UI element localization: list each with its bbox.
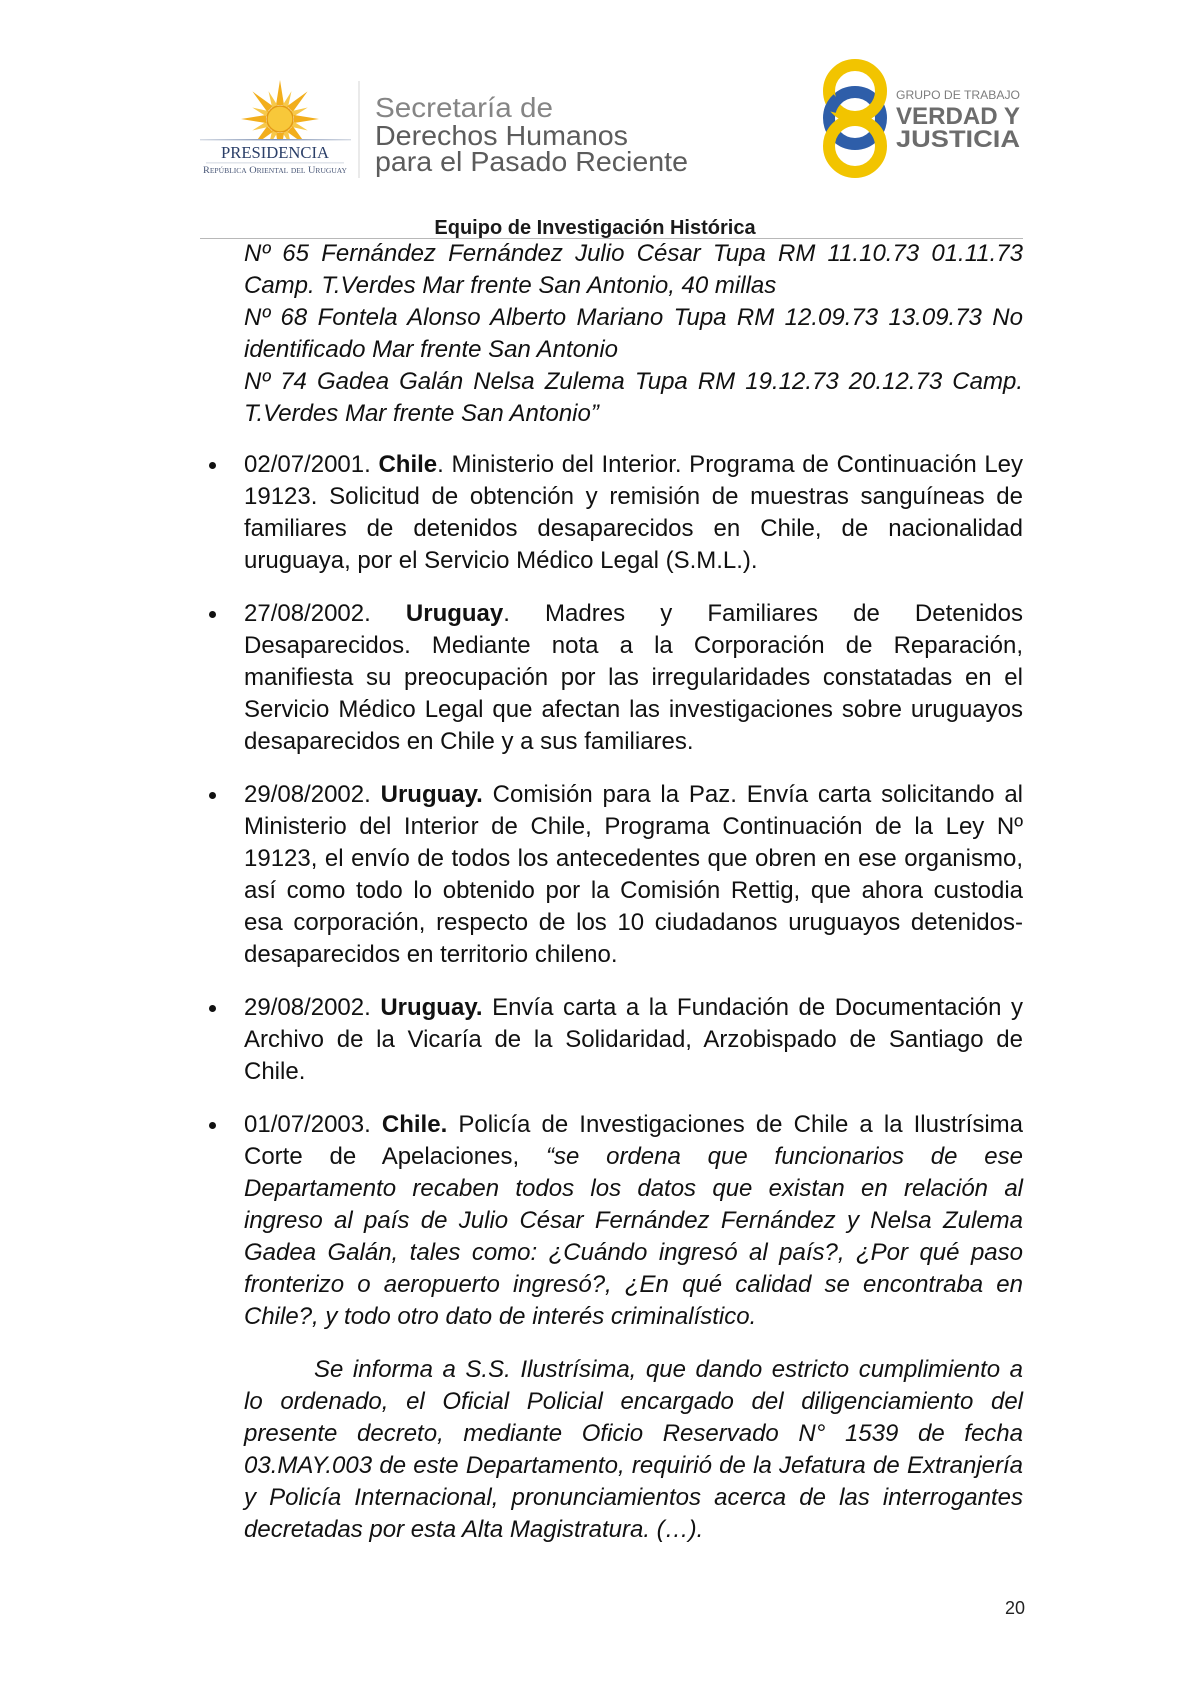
text-line	[244, 1514, 1023, 1546]
text-run: identificado Mar frente San Antonio	[244, 336, 619, 363]
text-run: decretadas por esta Alta Magistratura. (…).	[244, 1516, 704, 1543]
page-header	[0, 0, 1190, 250]
text-run: Corte de Apelaciones,	[244, 1143, 546, 1170]
text-run: Nº 68 Fontela Alonso Alberto Mariano Tupa RM 12.09.73 13.09.73 No	[244, 304, 1023, 331]
text-run: Se informa a S.S. Ilustrísima, que dando estricto cumplimiento a	[314, 1356, 1023, 1383]
italic-text: ingreso al país de Julio César Fernández Fernández y Nelsa Zulema	[244, 1207, 1023, 1234]
text-run: desaparecidos en Chile y a sus familiares.	[244, 728, 694, 755]
bold-text: Uruguay.	[380, 781, 483, 808]
text-line	[244, 1205, 1023, 1237]
closing-paragraph	[244, 1354, 1023, 1546]
text-line	[244, 992, 1023, 1024]
bold-text: Chile	[378, 451, 438, 478]
text-run: presente decreto, mediante Oficio Reservado N° 1539 de fecha	[244, 1420, 1023, 1447]
text-line	[244, 843, 1023, 875]
text-line	[244, 694, 1023, 726]
text-line	[244, 1237, 1023, 1269]
presidencia-divider	[206, 163, 344, 164]
bold-text: Chile.	[381, 1111, 448, 1138]
grupo-line3: JUSTICIA	[896, 126, 1020, 153]
presidencia-logo	[200, 80, 351, 176]
secretaria-line3: para el Pasado Reciente	[375, 146, 688, 177]
horizon-line	[200, 139, 351, 140]
text-run: familiares de detenidos desaparecidos en Chile, de nacionalidad	[244, 515, 1023, 542]
text-line	[244, 545, 1023, 577]
team-heading: Equipo de Investigación Histórica	[434, 217, 756, 239]
text-line	[244, 481, 1023, 513]
text-line	[244, 513, 1023, 545]
text-run: 27/08/2002.	[244, 600, 406, 627]
chronology-list	[244, 449, 1023, 1333]
sun-ray	[276, 80, 284, 105]
text-line	[244, 630, 1023, 662]
bold-text: Uruguay	[405, 600, 504, 627]
sun-face	[267, 106, 293, 132]
text-run: Comisión para la Paz. Envía carta solicitando al	[482, 781, 1024, 808]
italic-text: Gadea Galán, tales como: ¿Cuándo ingresó al país?, ¿Por qué paso	[244, 1239, 1023, 1266]
text-run: Policía de Investigaciones de Chile a la Ilustrísima	[447, 1111, 1023, 1138]
text-run: Camp. T.Verdes Mar frente San Antonio, 40 millas	[244, 272, 777, 299]
text-line	[244, 270, 1023, 302]
text-line	[244, 1301, 1023, 1333]
victim-entry	[244, 238, 1023, 302]
text-run: Envía carta a la Fundación de Documentación y	[482, 994, 1023, 1021]
text-run: Chile.	[244, 1058, 306, 1085]
text-run: 19123. Solicitud de obtención y remisión de muestras sanguíneas de	[244, 483, 1023, 510]
italic-text: Chile?, y todo otro dato de interés criminalístico.	[244, 1303, 757, 1330]
page-number: 20	[1004, 1598, 1025, 1618]
text-line	[244, 907, 1023, 939]
document-body	[244, 238, 1023, 1546]
text-line	[244, 334, 1023, 366]
text-line	[244, 1482, 1023, 1514]
text-run: 29/08/2002.	[244, 781, 381, 808]
text-line	[244, 1109, 1023, 1141]
victims-list	[244, 238, 1023, 430]
text-line	[244, 1418, 1023, 1450]
text-line	[244, 939, 1023, 971]
italic-text: Departamento recaben todos los datos que existan en relación al	[244, 1175, 1023, 1202]
text-line	[244, 1354, 1023, 1386]
text-line	[244, 811, 1023, 843]
text-line	[244, 1173, 1023, 1205]
text-run: Nº 74 Gadea Galán Nelsa Zulema Tupa RM 19.12.73 20.12.73 Camp.	[244, 368, 1023, 395]
text-line	[244, 779, 1023, 811]
grupo-line2: VERDAD Y	[896, 103, 1020, 130]
text-run: así como todo lo obtenido por la Comisión Rettig, que ahora custodia	[244, 877, 1023, 904]
secretaria-line2: Derechos Humanos	[375, 120, 628, 151]
text-run: 29/08/2002.	[244, 994, 381, 1021]
secretaria-line1: Secretaría de	[375, 92, 553, 123]
text-run: desaparecidos en territorio chileno.	[244, 941, 618, 968]
text-run: y Policía Internacional, pronunciamientos acerca de las interrogantes	[244, 1484, 1023, 1511]
text-run: 01/07/2003.	[244, 1111, 382, 1138]
victim-entry	[244, 302, 1023, 366]
chronology-item	[244, 598, 1023, 758]
text-run: Servicio Médico Legal que afectan las investigaciones sobre uruguayos	[244, 696, 1023, 723]
text-line	[244, 449, 1023, 481]
text-line	[244, 238, 1023, 270]
text-line	[244, 366, 1023, 398]
italic-text: fronterizo o aeropuerto ingresó?, ¿En qué calidad se encontraba en	[244, 1271, 1023, 1298]
rings-icon	[829, 65, 881, 172]
text-line	[244, 726, 1023, 758]
text-run: esa corporación, respecto de los 10 ciudadanos uruguayos detenidos-	[244, 909, 1023, 936]
text-line	[244, 1024, 1023, 1056]
chronology-item	[244, 779, 1023, 971]
sun-ray	[241, 115, 266, 123]
ring-interlock-blue	[830, 99, 838, 112]
text-run: Nº 65 Fernández Fernández Julio César Tupa RM 11.10.73 01.11.73	[244, 240, 1023, 267]
presidencia-subtitle: República Oriental del Uruguay	[203, 166, 347, 176]
chronology-item	[244, 449, 1023, 577]
ring-interlock-yellow	[872, 127, 880, 139]
bullet-icon	[209, 1122, 216, 1129]
italic-text: “se ordena que funcionarios de ese	[545, 1143, 1023, 1170]
bullet-icon	[209, 462, 216, 469]
verdad-justicia-logo	[829, 65, 1020, 172]
text-run: uruguaya, por el Servicio Médico Legal (S.M.L.).	[244, 547, 758, 574]
bullet-icon	[209, 611, 216, 618]
text-run: 02/07/2001.	[244, 451, 379, 478]
text-line	[244, 1269, 1023, 1301]
text-line	[244, 1386, 1023, 1418]
text-line	[244, 662, 1023, 694]
text-line	[244, 1141, 1023, 1173]
text-line	[244, 1450, 1023, 1482]
text-run: Archivo de la Vicaría de la Solidaridad, Arzobispado de Santiago de	[244, 1026, 1023, 1053]
text-line	[244, 302, 1023, 334]
text-run: 03.MAY.003 de este Departamento, requirió de la Jefatura de Extranjería	[244, 1452, 1023, 1479]
text-run: . Madres y Familiares de Detenidos	[503, 600, 1024, 627]
bold-text: Uruguay.	[380, 994, 483, 1021]
bullet-icon	[209, 792, 216, 799]
text-run: . Ministerio del Interior. Programa de Continuación Ley	[437, 451, 1024, 478]
text-line	[244, 1056, 1023, 1088]
presidencia-title: PRESIDENCIA	[221, 143, 330, 162]
text-run: Desaparecidos. Mediante nota a la Corporación de Reparación,	[244, 632, 1023, 659]
text-run: lo ordenado, el Oficial Policial encargado del diligenciamiento del	[244, 1388, 1023, 1415]
chronology-item	[244, 992, 1023, 1088]
chronology-item	[244, 1109, 1023, 1333]
text-line	[244, 875, 1023, 907]
secretaria-title	[375, 92, 688, 177]
text-run: manifiesta su preocupación por las irregularidades constatadas en el	[244, 664, 1023, 691]
text-line	[244, 398, 1023, 430]
sun-ray	[250, 89, 273, 112]
text-run: T.Verdes Mar frente San Antonio”	[244, 400, 599, 427]
bullet-icon	[209, 1005, 216, 1012]
grupo-line1: GRUPO DE TRABAJO	[896, 88, 1020, 102]
victim-entry	[244, 366, 1023, 430]
text-line	[244, 598, 1023, 630]
text-run: 19123, el envío de todos los antecedentes que obren en ese organismo,	[244, 845, 1023, 872]
text-run: Ministerio del Interior de Chile, Programa Continuación de la Ley Nº	[244, 813, 1023, 840]
sun-ray	[294, 115, 319, 123]
sun-ray	[287, 89, 310, 112]
